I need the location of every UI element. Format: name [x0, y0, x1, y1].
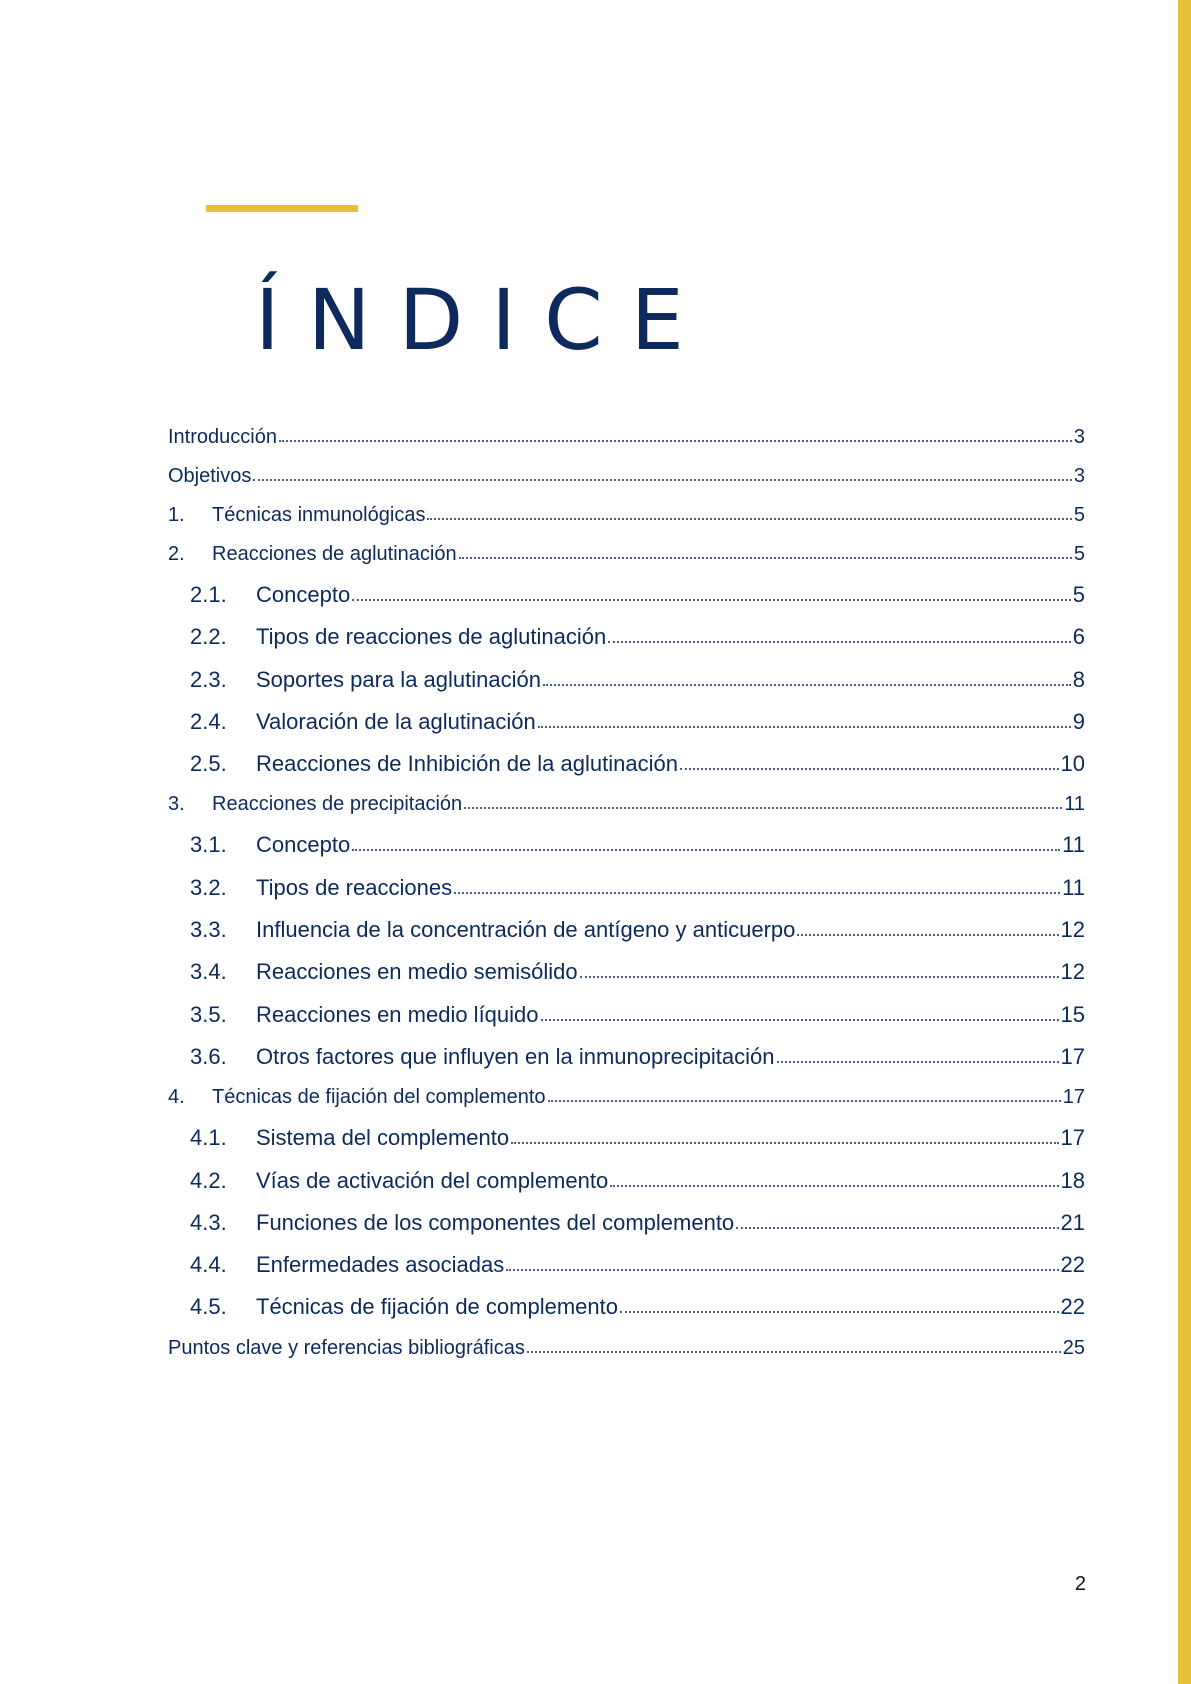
toc-entry-page: 25	[1062, 1336, 1085, 1359]
toc-entry-number: 3.6.	[190, 1043, 227, 1069]
toc-entry[interactable]	[168, 418, 1085, 457]
toc-dot-leader	[543, 684, 1071, 686]
toc-entry-label: Reacciones de aglutinación	[212, 543, 457, 565]
toc-entry-label: Sistema del complemento	[256, 1125, 510, 1151]
toc-entry[interactable]	[168, 1329, 1085, 1368]
toc-entry-number: 3.1.	[190, 832, 227, 858]
toc-dot-leader	[464, 807, 1062, 809]
toc-entry-page: 5	[1072, 582, 1085, 607]
toc-entry[interactable]	[168, 994, 1085, 1036]
toc-dot-leader	[427, 518, 1071, 520]
toc-entry-page: 17	[1062, 1086, 1085, 1109]
toc-entry-label: Reacciones de precipitación	[212, 793, 463, 816]
toc-dot-leader	[620, 1311, 1059, 1313]
toc-entry[interactable]	[168, 496, 1085, 535]
toc-entry-number: 2.2.	[190, 624, 227, 650]
toc-entry-number: 4.	[168, 1086, 185, 1109]
toc-entry[interactable]	[168, 1286, 1085, 1328]
toc-entry-label: Concepto	[256, 582, 351, 607]
toc-entry[interactable]	[168, 574, 1085, 616]
toc-dot-leader	[538, 726, 1071, 728]
toc-entry-number: 2.	[168, 543, 185, 565]
toc-entry[interactable]	[168, 824, 1085, 866]
right-accent-bar	[1178, 0, 1191, 1684]
toc-entry[interactable]	[168, 951, 1085, 993]
table-of-contents	[168, 418, 1085, 1368]
toc-dot-leader	[580, 976, 1059, 978]
toc-dot-leader	[777, 1061, 1059, 1063]
toc-dot-leader	[736, 1227, 1058, 1229]
toc-entry-page: 5	[1073, 543, 1085, 565]
toc-entry[interactable]	[168, 1117, 1085, 1159]
toc-entry-label: Enfermedades asociadas	[256, 1252, 505, 1278]
toc-entry[interactable]	[168, 743, 1085, 785]
toc-entry-page: 11	[1064, 793, 1085, 816]
toc-entry[interactable]	[168, 616, 1085, 658]
toc-entry-label: Concepto	[256, 832, 351, 858]
toc-dot-leader	[506, 1269, 1058, 1271]
toc-entry-page: 17	[1060, 1043, 1085, 1069]
toc-entry-number: 4.5.	[190, 1294, 227, 1320]
toc-entry-label: Puntos clave y referencias bibliográficas	[168, 1336, 525, 1359]
toc-entry-label: Otros factores que influyen en la inmunoprecipitación	[256, 1043, 775, 1069]
toc-entry-number: 1.	[168, 504, 185, 526]
toc-entry-number: 3.	[168, 793, 185, 816]
toc-entry-page: 3	[1073, 426, 1085, 448]
toc-entry-label: Funciones de los componentes del complemento	[256, 1209, 735, 1235]
toc-entry[interactable]	[168, 1078, 1085, 1117]
toc-entry-page: 10	[1060, 751, 1085, 777]
toc-dot-leader	[352, 849, 1060, 851]
toc-entry-page: 5	[1073, 504, 1085, 526]
toc-entry[interactable]	[168, 909, 1085, 951]
toc-entry-number: 3.4.	[190, 959, 227, 985]
toc-entry-label: Influencia de la concentración de antígeno y anticuerpo	[256, 917, 796, 943]
toc-entry[interactable]	[168, 535, 1085, 574]
toc-entry-number: 2.5.	[190, 751, 227, 777]
toc-dot-leader	[454, 892, 1060, 894]
toc-entry-number: 4.1.	[190, 1125, 227, 1151]
toc-entry[interactable]	[168, 1036, 1085, 1078]
toc-entry-page: 11	[1062, 874, 1085, 900]
toc-entry[interactable]	[168, 659, 1085, 701]
toc-entry-page: 6	[1072, 624, 1085, 650]
toc-entry-label: Soportes para la aglutinación	[256, 666, 541, 692]
toc-entry-number: 3.5.	[190, 1001, 227, 1027]
toc-entry-page: 22	[1060, 1252, 1085, 1278]
toc-entry-page: 9	[1072, 708, 1085, 734]
toc-entry-page: 12	[1060, 917, 1085, 943]
toc-dot-leader	[459, 557, 1072, 559]
toc-dot-leader	[680, 768, 1059, 770]
toc-entry[interactable]	[168, 1160, 1085, 1202]
toc-entry[interactable]	[168, 1244, 1085, 1286]
toc-entry-number: 2.3.	[190, 666, 227, 692]
toc-entry-label: Valoración de la aglutinación	[256, 708, 536, 734]
toc-dot-leader	[253, 479, 1072, 481]
page-number: 2	[1074, 1573, 1086, 1595]
toc-entry-number: 2.1.	[190, 582, 227, 607]
toc-entry-label: Introducción	[168, 426, 277, 448]
toc-entry-page: 3	[1073, 465, 1085, 487]
toc-entry-page: 8	[1072, 666, 1085, 692]
toc-entry[interactable]	[168, 457, 1085, 496]
toc-entry-number: 4.4.	[190, 1252, 227, 1278]
toc-entry-page: 17	[1060, 1125, 1085, 1151]
toc-dot-leader	[279, 440, 1072, 442]
toc-dot-leader	[511, 1142, 1058, 1144]
toc-entry-page: 22	[1060, 1294, 1085, 1320]
toc-entry[interactable]	[168, 701, 1085, 743]
toc-entry-label: Tipos de reacciones de aglutinación	[256, 624, 607, 650]
toc-dot-leader	[797, 934, 1058, 936]
title-accent-line	[206, 205, 358, 212]
toc-entry-number: 4.3.	[190, 1209, 227, 1235]
toc-dot-leader	[610, 1185, 1058, 1187]
toc-entry-page: 15	[1060, 1001, 1085, 1027]
toc-entry-label: Vías de activación del complemento	[256, 1167, 609, 1193]
toc-dot-leader	[608, 641, 1071, 643]
toc-entry-label: Tipos de reacciones	[256, 874, 453, 900]
toc-entry-page: 12	[1060, 959, 1085, 985]
toc-entry-page: 11	[1062, 832, 1085, 858]
toc-entry-label: Técnicas de fijación de complemento	[256, 1294, 618, 1320]
toc-entry-label: Reacciones en medio líquido	[256, 1001, 539, 1027]
toc-entry[interactable]	[168, 785, 1085, 824]
toc-entry-number: 3.2.	[190, 874, 227, 900]
toc-entry-label: Reacciones de Inhibición de la aglutinación	[256, 751, 678, 777]
toc-entry[interactable]	[168, 867, 1085, 909]
toc-entry-page: 21	[1060, 1209, 1085, 1235]
toc-entry-label: Técnicas inmunológicas	[212, 504, 426, 526]
toc-entry-number: 4.2.	[190, 1167, 227, 1193]
toc-dot-leader	[527, 1351, 1061, 1353]
toc-entry-number: 3.3.	[190, 917, 227, 943]
toc-dot-leader	[541, 1019, 1059, 1021]
page-title: ÍNDICE	[255, 271, 712, 369]
toc-entry-number: 2.4.	[190, 708, 227, 734]
toc-dot-leader	[548, 1100, 1061, 1102]
toc-entry[interactable]	[168, 1202, 1085, 1244]
toc-entry-label: Reacciones en medio semisólido	[256, 959, 578, 985]
toc-entry-page: 18	[1060, 1167, 1085, 1193]
toc-entry-label: Objetivos	[168, 465, 252, 487]
toc-entry-label: Técnicas de fijación del complemento	[212, 1086, 546, 1109]
toc-dot-leader	[352, 599, 1071, 601]
